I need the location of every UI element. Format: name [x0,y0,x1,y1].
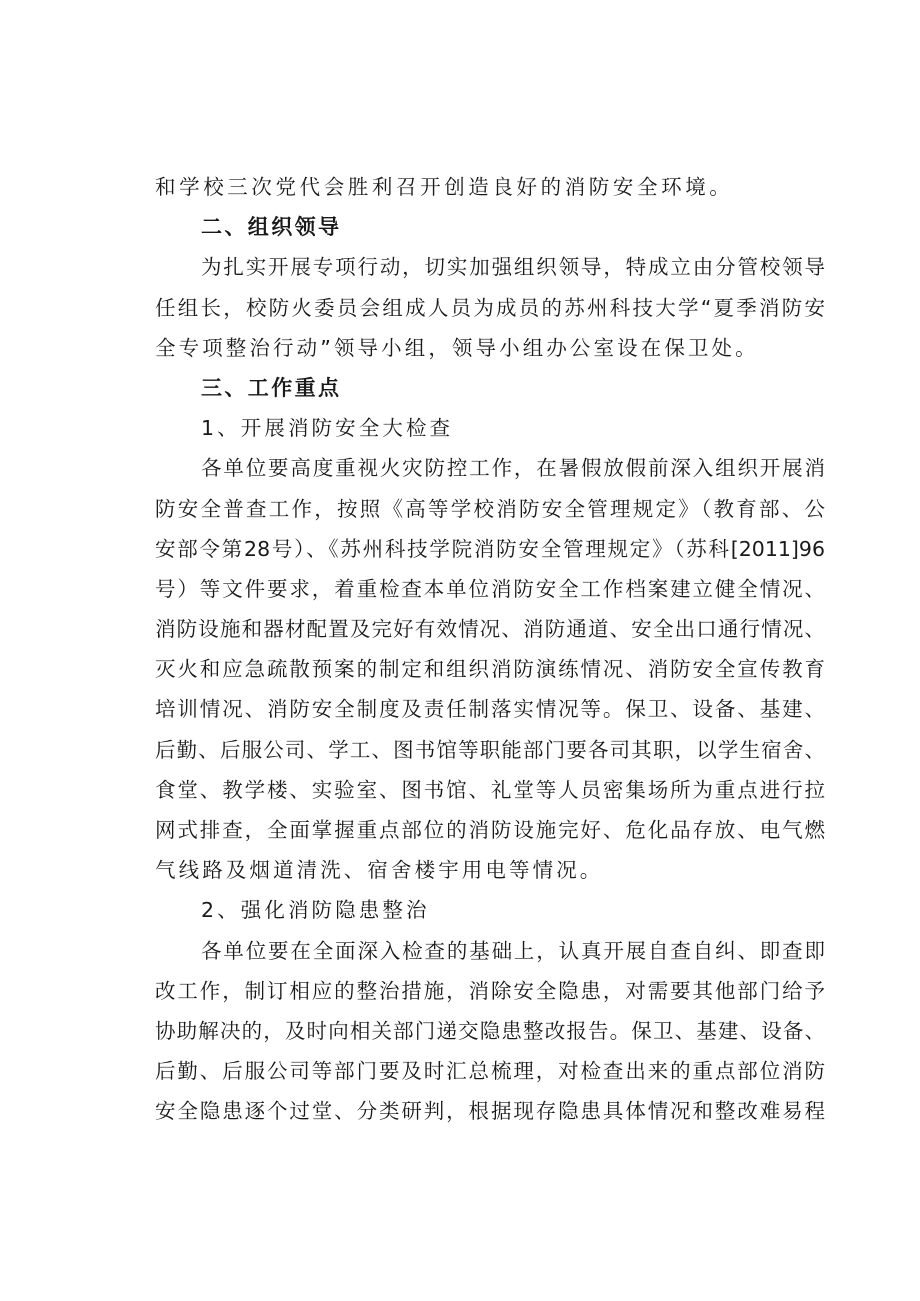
text-line: 后勤、后服公司、学工、图书馆等职能部门要各司其职，以学生宿舍、 [155,737,825,762]
section-heading: 三、工作重点 [201,375,342,400]
text-line: 网式排查，全面掌握重点部位的消防设施完好、危化品存放、电气燃 [155,818,825,842]
text-line: 培训情况、消防安全制度及责任制落实情况等。保卫、设备、基建、 [155,697,825,722]
paragraph-first-line: 为扎实开展专项行动，切实加强组织领导，特成立由分管校领导 [201,255,825,280]
section-heading: 二、组织领导 [201,215,342,240]
subsection-heading: 1、开展消防安全大检查 [201,416,454,441]
text-line: 防安全普查工作，按照《高等学校消防安全管理规定》（教育部、公 [155,496,825,521]
text-line: 灭火和应急疏散预案的制定和组织消防演练情况、消防安全宣传教育 [155,657,825,682]
text-line: 后勤、后服公司等部门要及时汇总梳理，对检查出来的重点部位消防 [155,1059,825,1084]
text-line: 改工作，制订相应的整治措施，消除安全隐患，对需要其他部门给予 [155,978,825,1003]
text-line: 任组长，校防火委员会组成人员为成员的苏州科技大学“夏季消防安 [155,295,825,320]
paragraph-first-line: 各单位要高度重视火灾防控工作，在暑假放假前深入组织开展消 [201,456,825,481]
text-line: 号）等文件要求，着重检查本单位消防安全工作档案建立健全情况、 [155,576,825,601]
document-body [155,167,825,1132]
text-line: 和学校三次党代会胜利召开创造良好的消防安全环境。 [155,175,734,199]
text-line: 安全隐患逐个过堂、分类研判，根据现存隐患具体情况和整改难易程 [155,1099,825,1124]
text-line: 气线路及烟道清洗、宿舍楼宇用电等情况。 [155,858,604,883]
subsection-heading: 2、强化消防隐患整治 [201,898,430,923]
paragraph-first-line: 各单位要在全面深入检查的基础上，认真开展自查自纠、即查即 [201,938,825,963]
text-line: 食堂、教学楼、实验室、图书馆、礼堂等人员密集场所为重点进行拉 [155,777,825,802]
text-line: 协助解决的，及时向相关部门递交隐患整改报告。保卫、基建、设备、 [155,1018,825,1043]
text-line: 全专项整治行动”领导小组，领导小组办公室设在保卫处。 [155,335,759,360]
text-line: 安部令第28号）、《苏州科技学院消防安全管理规定》（苏科[2011]96 [155,536,825,561]
text-line: 消防设施和器材配置及完好有效情况、消防通道、安全出口通行情况、 [155,617,825,642]
